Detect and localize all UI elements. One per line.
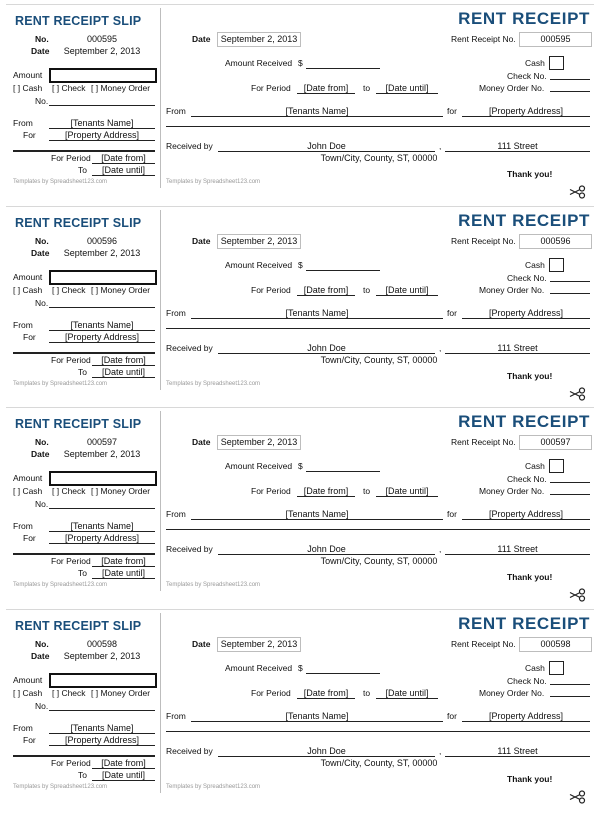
slip-property: [Property Address] (64, 332, 140, 342)
rent-receipt-no-field[interactable]: 000596 (519, 234, 592, 249)
rent-receipt-no-label: Rent Receipt No. (451, 437, 516, 447)
slip-separator (13, 150, 155, 152)
money-order-no-label: Money Order No. (479, 486, 545, 496)
slip-from-line (49, 330, 155, 331)
received-by-label: Received by (166, 746, 213, 756)
slip-from-label: From (13, 723, 33, 733)
amount-received-field[interactable] (306, 270, 380, 271)
slip-tenant: [Tenants Name] (70, 320, 134, 330)
main-date-from: [Date from] (303, 688, 349, 698)
slip-no-line[interactable] (49, 508, 155, 509)
main-property: [Property Address] (488, 711, 564, 721)
slip-date-until-line (92, 780, 155, 781)
received-by-label: Received by (166, 141, 213, 151)
main-date-field[interactable]: September 2, 2013 (217, 637, 301, 652)
slip-for-line (49, 745, 155, 746)
check-no-field[interactable] (550, 79, 590, 80)
money-order-no-field[interactable] (550, 91, 590, 92)
main-date-until: [Date until] (385, 83, 429, 93)
slip-date-until: [Date until] (101, 367, 146, 377)
slip-cash-option[interactable]: [ ] Cash (13, 83, 43, 93)
slip-property: [Property Address] (64, 533, 140, 543)
main-separator (166, 328, 590, 329)
main-date-from: [Date from] (303, 486, 349, 496)
money-order-no-field[interactable] (550, 293, 590, 294)
receipt-title: RENT RECEIPT (458, 211, 590, 230)
received-by-comma: , (439, 141, 442, 151)
slip-number: 000598 (86, 639, 118, 649)
slip-date: September 2, 2013 (63, 248, 141, 258)
slip-no2-label: No. (35, 499, 49, 509)
slip-date-label: Date (31, 651, 50, 661)
slip-number: 000595 (86, 34, 118, 44)
slip-from-label: From (13, 521, 33, 531)
main-footer: Templates by Spreadsheet123.com (166, 784, 261, 790)
slip-date-until-line (92, 175, 155, 176)
slip-title: RENT RECEIPT SLIP (15, 619, 142, 633)
receipt-slip-stub (6, 207, 159, 393)
main-for-label: for (447, 509, 457, 519)
main-date-field[interactable]: September 2, 2013 (217, 32, 301, 47)
main-tenant: [Tenants Name] (285, 711, 349, 721)
slip-date-until: [Date until] (101, 770, 146, 780)
slip-title: RENT RECEIPT SLIP (15, 417, 142, 431)
slip-amount-field[interactable] (49, 471, 157, 486)
cash-checkbox[interactable] (549, 56, 564, 70)
receipt-title: RENT RECEIPT (458, 9, 590, 28)
slip-from-label: From (13, 118, 33, 128)
slip-date-label: Date (31, 248, 50, 258)
amount-received-label: Amount Received (225, 260, 293, 270)
landlord-street: 111 Street (497, 141, 538, 151)
receipt-main (161, 5, 594, 191)
thank-you: Thank you! (507, 774, 553, 784)
slip-from-line (49, 531, 155, 532)
slip-no-label: No. (35, 639, 49, 649)
slip-no2-label: No. (35, 298, 49, 308)
main-from-line[interactable] (191, 721, 443, 722)
received-by-line[interactable] (218, 151, 435, 152)
slip-from-line (49, 733, 155, 734)
main-footer: Templates by Spreadsheet123.com (166, 381, 261, 387)
landlord-street: 111 Street (497, 343, 538, 353)
money-order-no-field[interactable] (550, 494, 590, 495)
cash-checkbox[interactable] (549, 661, 564, 675)
slip-from-line (49, 128, 155, 129)
main-property: [Property Address] (488, 106, 564, 116)
check-no-label: Check No. (507, 71, 547, 81)
slip-to-label: To (78, 770, 87, 780)
check-no-label: Check No. (507, 273, 547, 283)
check-no-label: Check No. (507, 474, 547, 484)
scissors-icon (569, 387, 587, 401)
main-for-line[interactable] (462, 721, 590, 722)
period-to-label: to (363, 688, 371, 698)
slip-cash-option[interactable]: [ ] Cash (13, 486, 43, 496)
received-by-comma: , (439, 746, 442, 756)
slip-amount-field[interactable] (49, 68, 157, 83)
check-no-field[interactable] (550, 482, 590, 483)
amount-received-field[interactable] (306, 68, 380, 69)
slip-footer: Templates by Spreadsheet123.com (13, 179, 108, 185)
period-label: For Period (251, 486, 291, 496)
period-label: For Period (251, 688, 291, 698)
received-by-comma: , (439, 343, 442, 353)
amount-received-label: Amount Received (225, 58, 293, 68)
slip-date-from: [Date from] (101, 556, 146, 566)
received-by-name: John Doe (307, 746, 346, 756)
check-no-field[interactable] (550, 281, 590, 282)
amount-received-label: Amount Received (225, 663, 293, 673)
main-from-line[interactable] (191, 318, 443, 319)
slip-money-order-option[interactable]: [ ] Money Order (91, 486, 151, 496)
period-to-label: to (363, 486, 371, 496)
slip-date-from: [Date from] (101, 153, 146, 163)
slip-check-option[interactable]: [ ] Check (52, 486, 86, 496)
slip-date-from-line (92, 768, 155, 769)
landlord-street-line[interactable] (445, 151, 590, 152)
slip-no-line[interactable] (49, 710, 155, 711)
landlord-town: Town/City, County, ST, 00000 (320, 758, 438, 768)
rent-receipt-block (6, 407, 594, 594)
thank-you: Thank you! (507, 572, 553, 582)
slip-date-until: [Date until] (101, 568, 146, 578)
slip-footer: Templates by Spreadsheet123.com (13, 784, 108, 790)
main-date-field[interactable]: September 2, 2013 (217, 435, 301, 450)
rent-receipt-no-field[interactable]: 000598 (519, 637, 592, 652)
slip-for-line (49, 543, 155, 544)
slip-separator (13, 553, 155, 555)
rent-receipt-block (6, 206, 594, 393)
slip-for-label: For (23, 735, 36, 745)
slip-date: September 2, 2013 (63, 651, 141, 661)
rent-receipt-no-field[interactable]: 000595 (519, 32, 592, 47)
slip-money-order-option[interactable]: [ ] Money Order (91, 285, 151, 295)
slip-for-line (49, 140, 155, 141)
thank-you: Thank you! (507, 169, 553, 179)
slip-separator (13, 755, 155, 757)
main-date-until-line[interactable] (376, 698, 438, 699)
slip-from-label: From (13, 320, 33, 330)
main-date-label: Date (192, 639, 211, 649)
slip-for-line (49, 342, 155, 343)
check-no-label: Check No. (507, 676, 547, 686)
cash-checkbox[interactable] (549, 258, 564, 272)
slip-money-order-option[interactable]: [ ] Money Order (91, 688, 151, 698)
slip-period-label: For Period (51, 556, 91, 566)
main-from-label: From (166, 509, 186, 519)
slip-check-option[interactable]: [ ] Check (52, 83, 86, 93)
scissors-icon (569, 588, 587, 602)
dollar-sign: $ (298, 58, 303, 68)
received-by-line[interactable] (218, 554, 435, 555)
slip-period-label: For Period (51, 355, 91, 365)
main-separator (166, 731, 590, 732)
main-date-from-line[interactable] (297, 496, 355, 497)
slip-amount-label: Amount (13, 272, 43, 282)
slip-date-from: [Date from] (101, 758, 146, 768)
landlord-street-line[interactable] (445, 756, 590, 757)
slip-period-label: For Period (51, 153, 91, 163)
main-tenant: [Tenants Name] (285, 509, 349, 519)
received-by-comma: , (439, 544, 442, 554)
landlord-town: Town/City, County, ST, 00000 (320, 153, 438, 163)
main-for-line[interactable] (462, 116, 590, 117)
main-from-label: From (166, 106, 186, 116)
rent-receipt-no-label: Rent Receipt No. (451, 236, 516, 246)
slip-tenant: [Tenants Name] (70, 723, 134, 733)
dollar-sign: $ (298, 663, 303, 673)
received-by-name: John Doe (307, 141, 346, 151)
main-date-from-line[interactable] (297, 698, 355, 699)
main-date-label: Date (192, 34, 211, 44)
main-date-field[interactable]: September 2, 2013 (217, 234, 301, 249)
slip-footer: Templates by Spreadsheet123.com (13, 582, 108, 588)
slip-no-line[interactable] (49, 105, 155, 106)
main-for-label: for (447, 711, 457, 721)
main-date-label: Date (192, 236, 211, 246)
main-from-label: From (166, 308, 186, 318)
rent-receipt-block (6, 609, 594, 796)
slip-check-option[interactable]: [ ] Check (52, 285, 86, 295)
received-by-line[interactable] (218, 353, 435, 354)
amount-received-label: Amount Received (225, 461, 293, 471)
slip-no2-label: No. (35, 96, 49, 106)
cash-label: Cash (525, 260, 545, 270)
main-for-label: for (447, 308, 457, 318)
slip-property: [Property Address] (64, 735, 140, 745)
slip-amount-field[interactable] (49, 270, 157, 285)
receipt-title: RENT RECEIPT (458, 614, 590, 633)
slip-tenant: [Tenants Name] (70, 521, 134, 531)
slip-title: RENT RECEIPT SLIP (15, 14, 142, 28)
slip-property: [Property Address] (64, 130, 140, 140)
main-date-until: [Date until] (385, 688, 429, 698)
cash-label: Cash (525, 663, 545, 673)
slip-tenant: [Tenants Name] (70, 118, 134, 128)
slip-check-option[interactable]: [ ] Check (52, 688, 86, 698)
scissors-icon (569, 790, 587, 804)
slip-no2-label: No. (35, 701, 49, 711)
slip-no-line[interactable] (49, 307, 155, 308)
main-date-from-line[interactable] (297, 295, 355, 296)
main-for-line[interactable] (462, 318, 590, 319)
cash-label: Cash (525, 461, 545, 471)
received-by-label: Received by (166, 544, 213, 554)
slip-date-from-line (92, 365, 155, 366)
main-date-label: Date (192, 437, 211, 447)
receipt-main (161, 408, 594, 594)
slip-number: 000597 (86, 437, 118, 447)
period-label: For Period (251, 83, 291, 93)
slip-no-label: No. (35, 34, 49, 44)
slip-to-label: To (78, 367, 87, 377)
landlord-street-line[interactable] (445, 353, 590, 354)
rent-receipt-no-field[interactable]: 000597 (519, 435, 592, 450)
receipt-main (161, 207, 594, 393)
main-tenant: [Tenants Name] (285, 308, 349, 318)
slip-date-until-line (92, 578, 155, 579)
rent-receipt-block (6, 4, 594, 191)
main-date-from-line[interactable] (297, 93, 355, 94)
money-order-no-label: Money Order No. (479, 83, 545, 93)
landlord-street: 111 Street (497, 746, 538, 756)
money-order-no-field[interactable] (550, 696, 590, 697)
slip-date-from-line (92, 163, 155, 164)
slip-amount-field[interactable] (49, 673, 157, 688)
landlord-town: Town/City, County, ST, 00000 (320, 556, 438, 566)
slip-amount-label: Amount (13, 70, 43, 80)
received-by-name: John Doe (307, 343, 346, 353)
slip-to-label: To (78, 165, 87, 175)
main-tenant: [Tenants Name] (285, 106, 349, 116)
slip-footer: Templates by Spreadsheet123.com (13, 381, 108, 387)
slip-no-label: No. (35, 236, 49, 246)
main-for-label: for (447, 106, 457, 116)
slip-title: RENT RECEIPT SLIP (15, 216, 142, 230)
slip-date-until: [Date until] (101, 165, 146, 175)
main-from-line[interactable] (191, 519, 443, 520)
receipt-title: RENT RECEIPT (458, 412, 590, 431)
slip-money-order-option[interactable]: [ ] Money Order (91, 83, 151, 93)
rent-receipt-no-label: Rent Receipt No. (451, 639, 516, 649)
cash-label: Cash (525, 58, 545, 68)
period-to-label: to (363, 285, 371, 295)
landlord-street: 111 Street (497, 544, 538, 554)
main-from-line[interactable] (191, 116, 443, 117)
cash-checkbox[interactable] (549, 459, 564, 473)
receipt-slip-stub (6, 408, 159, 594)
dollar-sign: $ (298, 260, 303, 270)
money-order-no-label: Money Order No. (479, 688, 545, 698)
main-separator (166, 126, 590, 127)
received-by-name: John Doe (307, 544, 346, 554)
slip-date-until-line (92, 377, 155, 378)
slip-for-label: For (23, 130, 36, 140)
received-by-label: Received by (166, 343, 213, 353)
main-footer: Templates by Spreadsheet123.com (166, 179, 261, 185)
slip-cash-option[interactable]: [ ] Cash (13, 688, 43, 698)
amount-received-field[interactable] (306, 471, 380, 472)
amount-received-field[interactable] (306, 673, 380, 674)
slip-period-label: For Period (51, 758, 91, 768)
main-date-from: [Date from] (303, 83, 349, 93)
period-label: For Period (251, 285, 291, 295)
main-date-until: [Date until] (385, 486, 429, 496)
main-date-until-line[interactable] (376, 496, 438, 497)
slip-amount-label: Amount (13, 675, 43, 685)
main-footer: Templates by Spreadsheet123.com (166, 582, 261, 588)
landlord-town: Town/City, County, ST, 00000 (320, 355, 438, 365)
main-separator (166, 529, 590, 530)
main-from-label: From (166, 711, 186, 721)
slip-date: September 2, 2013 (63, 449, 141, 459)
slip-cash-option[interactable]: [ ] Cash (13, 285, 43, 295)
scissors-icon (569, 185, 587, 199)
receipt-slip-stub (6, 5, 159, 191)
slip-no-label: No. (35, 437, 49, 447)
slip-date: September 2, 2013 (63, 46, 141, 56)
landlord-street-line[interactable] (445, 554, 590, 555)
receipt-slip-stub (6, 610, 159, 796)
slip-amount-label: Amount (13, 473, 43, 483)
period-to-label: to (363, 83, 371, 93)
slip-for-label: For (23, 332, 36, 342)
slip-separator (13, 352, 155, 354)
rent-receipt-no-label: Rent Receipt No. (451, 34, 516, 44)
slip-for-label: For (23, 533, 36, 543)
slip-date-from: [Date from] (101, 355, 146, 365)
main-property: [Property Address] (488, 308, 564, 318)
thank-you: Thank you! (507, 371, 553, 381)
slip-to-label: To (78, 568, 87, 578)
main-date-from: [Date from] (303, 285, 349, 295)
money-order-no-label: Money Order No. (479, 285, 545, 295)
receipt-main (161, 610, 594, 796)
check-no-field[interactable] (550, 684, 590, 685)
slip-number: 000596 (86, 236, 118, 246)
dollar-sign: $ (298, 461, 303, 471)
main-for-line[interactable] (462, 519, 590, 520)
main-date-until: [Date until] (385, 285, 429, 295)
slip-date-label: Date (31, 449, 50, 459)
main-property: [Property Address] (488, 509, 564, 519)
received-by-line[interactable] (218, 756, 435, 757)
main-date-until-line[interactable] (376, 295, 438, 296)
slip-date-label: Date (31, 46, 50, 56)
slip-date-from-line (92, 566, 155, 567)
main-date-until-line[interactable] (376, 93, 438, 94)
